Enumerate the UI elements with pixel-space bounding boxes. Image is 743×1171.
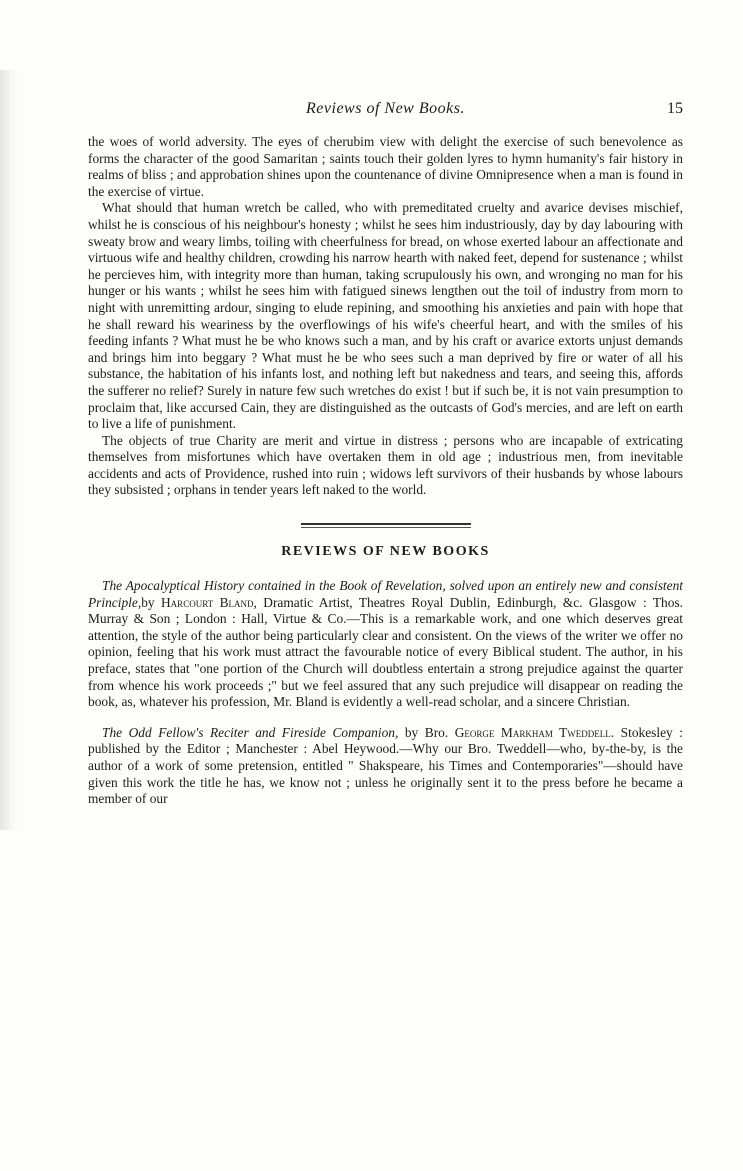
page (88, 100, 683, 822)
review-author: Harcourt Bland, (161, 594, 257, 610)
paragraph: the woes of world adversity. The eyes of cherubim view with delight the exercise of such benevolence as forms the character of the good Samaritan ; saints touch their golden lyres to hymn humanity's fair history in realms of bliss ; and approbation shines upon the countenance of divine Omnipresence when a man is found in the exercise of virtue. (88, 134, 683, 199)
running-title: Reviews of New Books. (306, 100, 465, 117)
review-text: Stokesley : published by the Editor ; Manchester : Abel Heywood.—Why our Bro. Tweddell—who, by-the-by, is the author of a work of some pretension, entitled " Shakspeare, his Times and Contemporaries"—should have given this work the title he has, we know not ; unless he originally sent it to the press before he became a member of our (88, 724, 683, 807)
review-entry (88, 578, 683, 711)
section-heading: REVIEWS OF NEW BOOKS (281, 544, 490, 560)
binding-gutter-shadow (0, 70, 20, 830)
review-author-prefix: by (141, 594, 162, 610)
review-book-title: The Apocalyptical History contained in the Book of Revelation, solved upon an entirely new and consistent Principle, (88, 578, 683, 610)
review-entry (88, 725, 683, 808)
review-text: Dramatic Artist, Theatres Royal Dublin, Edinburgh, &c. Glasgow : Thos. Murray & Son ; London : Hall, Virtue & Co.—This is a remarkable work, and one which deserves great attention, the style of the author being particularly clear and consistent. On the views of the writer we offer no opinion, feeling that his work must attract the favourable notice of every Biblical student. The author, in his preface, states that "one portion of the Church will doubtless entertain a strong prejudice against the quarter from whence his work proceeds ;" but we feel assured that any such prejudice will disappear on reading the book, as, whatever his profession, Mr. Bland is evidently a well-read scholar, and a sincere Christian. (88, 594, 683, 710)
review-author: George Markham Tweddell. (454, 724, 615, 740)
review-author-prefix: by Bro. (398, 724, 455, 740)
page-number: 15 (667, 100, 683, 117)
paragraph: The objects of true Charity are merit and virtue in distress ; persons who are incapable of extricating themselves from misfortunes which have overtaken them in old age ; industrious men, from inevitable accidents and acts of Providence, rushed into ruin ; widows left survivors of their husbands by whose labours they subsisted ; orphans in tender years left naked to the world. (88, 432, 683, 498)
section-divider (301, 523, 471, 528)
paragraph: What should that human wretch be called, who with premeditated cruelty and avarice devises mischief, whilst he is conscious of his neighbour's honesty ; whilst he sees him industriously, day by day labouring with sweaty brow and weary limbs, toiling with cheerfulness for bread, on whose exerted labour an affectionate and virtuous wife and healthy children, crowding his narrow hearth with naked feet, depend for sustenance ; whilst he percieves him, with integrity more than human, taking scrupulously his own, and wronging no man for his hunger or his wants ; whilst he sees him with fatigued sinews lengthen out the toil of industry from morn to night with unremitting ardour, singing to elude repining, and smoothing his anxieties and pain with hope that he shall reward his weariness by the overflowings of his wife's cheerful heart, and with the smiles of his feeding infants ? What must he be who knows such a man, and by his craft or avarice extorts unjust demands and brings him into beggary ? What must he be who sees such a man deprived by fire or water of all his substance, the habitation of his infants lost, and nothing left but nakedness and tears, and seeing this, affords the sufferer no relief? Surely in nature few such wretches do exist ! but if such be, it is not vain presumption to proclaim that, like accursed Cain, they are distinguished as the outcasts of God's mercies, and are left on earth to live a life of punishment. (88, 200, 683, 432)
article-body (88, 134, 683, 499)
page-header (88, 100, 683, 134)
review-book-title: The Odd Fellow's Reciter and Fireside Companion, (102, 724, 399, 740)
